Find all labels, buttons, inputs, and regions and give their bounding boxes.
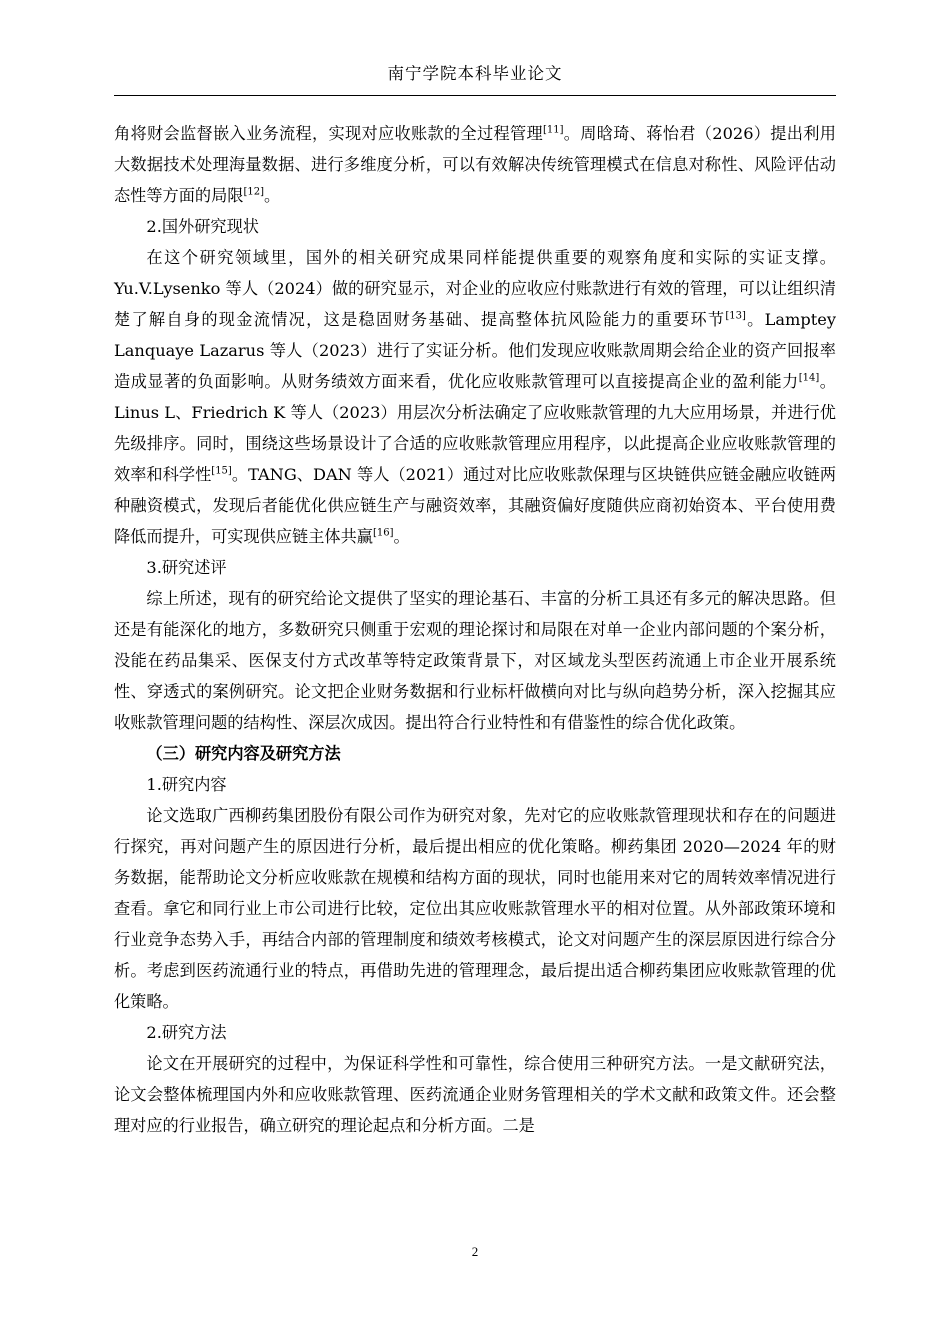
- citation-ref: [11]: [542, 124, 564, 136]
- text-run: 综上所述，现有的研究给论文提供了坚实的理论基石、丰富的分析工具还有多元的解决思路。但还是有能深化的地方，多数研究只侧重于宏观的理论探讨和局限在对单一企业内部问题的个案分析，没能在药品集采、医保支付方式改革等特定政策背景下，对区域龙头型医药流通上市企业开展系统性、穿透式的案例研究。论文把企业财务数据和行业标杆做横向对比与纵向趋势分析，深入挖掘其应收账款管理问题的结构性、深层次成因。提出符合行业特性和有借鉴性的综合优化政策。: [114, 589, 836, 732]
- header-rule: [114, 95, 836, 96]
- text-run: 。TANG、DAN 等人（2021）通过对比应收账款保理与区块链供应链金融应收链两种融资模式，发现后者能优化供应链生产与融资效率，其融资偏好度随供应商初始资本、平台使用费降低而提升，可实现供应链主体共赢: [114, 465, 837, 546]
- text-run: 。Linus L、Friedrich K 等人（2023）用层次分析法确定了应收账款管理的九大应用场景，并进行优先级排序。同时，围绕这些场景设计了合适的应收账款管理应用程序，以此提高企业应收账款管理的效率和科学性: [114, 372, 836, 484]
- body-paragraph: [114, 800, 836, 1017]
- text-run: 。Lamptey Lanquaye Lazarus 等人（2023）进行了实证分析。他们发现应收账款周期会给企业的资产回报率造成显著的负面影响。从财务绩效方面来看，优化应收账款管理可以直接提高企业的盈利能力: [114, 310, 836, 391]
- body-paragraph: [114, 1048, 836, 1141]
- text-run: 。: [393, 527, 410, 546]
- document-body: [114, 118, 836, 1141]
- running-header: 南宁学院本科毕业论文: [387, 64, 563, 83]
- text-run: 在这个研究领域里，国外的相关研究成果同样能提供重要的观察角度和实际的实证支撑。Yu.V.Lysenko 等人（2024）做的研究显示，对企业的应收应付账款进行有效的管理，可以让组织清楚了解自身的现金流情况，这是稳固财务基础、提高整体抗风险能力的重要环节: [114, 248, 836, 329]
- body-paragraph: [114, 583, 836, 738]
- text-run: 角将财会监督嵌入业务流程，实现对应收账款的全过程管理: [114, 124, 543, 143]
- page-number: 2: [471, 1244, 479, 1259]
- citation-ref: [14]: [798, 372, 820, 384]
- citation-ref: [15]: [211, 465, 232, 477]
- subsection-heading: 1.研究内容: [146, 775, 227, 794]
- subsection-heading: 3.研究述评: [146, 558, 227, 577]
- section-heading: （三）研究内容及研究方法: [146, 744, 341, 763]
- subsection-heading: 2.国外研究现状: [146, 217, 259, 236]
- citation-ref: [13]: [725, 310, 746, 322]
- text-run: 论文选取广西柳药集团股份有限公司作为研究对象，先对它的应收账款管理现状和存在的问题进行探究，再对问题产生的原因进行分析，最后提出相应的优化策略。柳药集团 2020—2024 年的财务数据，能帮助论文分析应收账款在规模和结构方面的现状，同时也能用来对它的周转效率情况进行查看。拿它和同行业上市公司进行比较，定位出其应收账款管理水平的相对位置。从外部政策环境和行业竞争态势入手，再结合内部的管理制度和绩效考核模式，论文对问题产生的深层原因进行综合分析。考虑到医药流通行业的特点，再借助先进的管理理念，最后提出适合柳药集团应收账款管理的优化策略。: [114, 806, 836, 1011]
- text-run: 论文在开展研究的过程中，为保证科学性和可靠性，综合使用三种研究方法。一是文献研究法，论文会整体梳理国内外和应收账款管理、医药流通企业财务管理相关的学术文献和政策文件。还会整理对应的行业报告，确立研究的理论起点和分析方面。二是: [114, 1054, 836, 1135]
- citation-ref: [16]: [373, 527, 394, 539]
- text-run: 。: [264, 186, 281, 205]
- subsection-heading: 2.研究方法: [146, 1023, 227, 1042]
- body-paragraph: [114, 242, 836, 552]
- body-paragraph: [114, 118, 836, 211]
- citation-ref: [12]: [243, 186, 265, 198]
- text-run: 。周晗琦、蒋怡君（2026）提出利用大数据技术处理海量数据、进行多维度分析，可以有效解决传统管理模式在信息对称性、风险评估动态性等方面的局限: [114, 124, 836, 205]
